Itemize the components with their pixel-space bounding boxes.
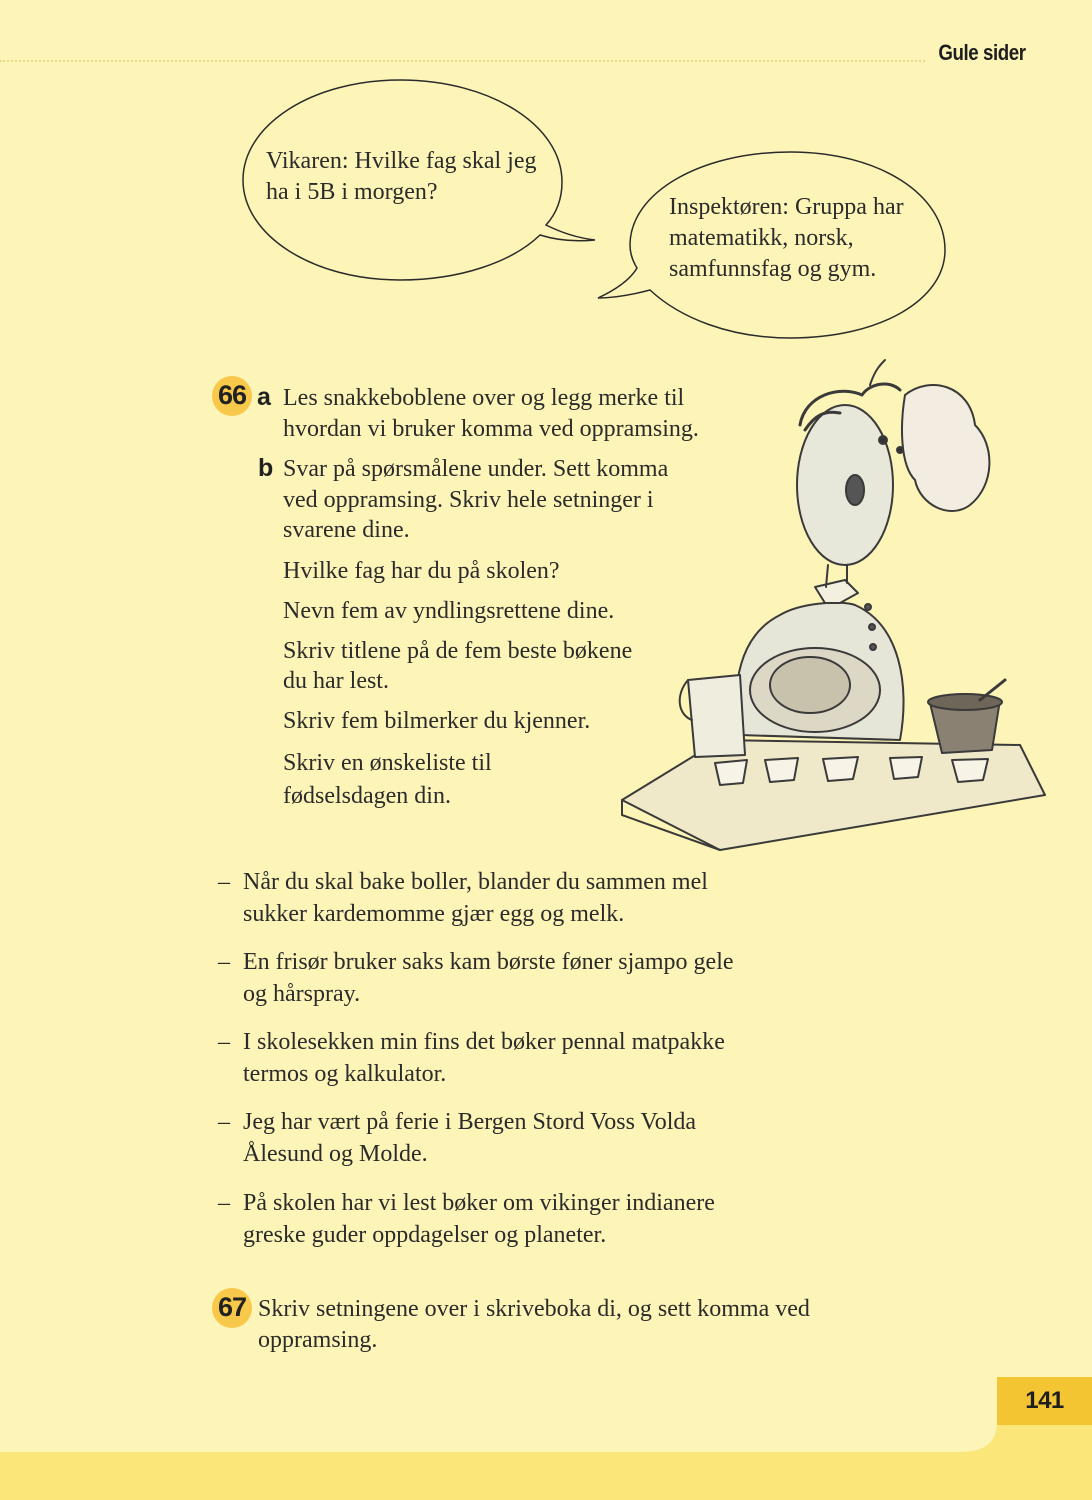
question-item-cont: du har lest. <box>283 668 389 694</box>
task-66-number <box>218 380 246 411</box>
task-66b-line3: svarene dine. <box>283 517 410 543</box>
question-item: Nevn fem av yndlingsrettene dine. <box>283 598 615 624</box>
task-66b-line1: Svar på spørsmålene under. Sett komma <box>283 456 669 482</box>
page-number: 141 <box>997 1377 1092 1425</box>
sentence-line1: Når du skal bake boller, blander du sammen mel <box>243 869 708 895</box>
sentence-line1: En frisør bruker saks kam børste føner sjampo gele <box>243 949 734 975</box>
question-item-cont: fødselsdagen din. <box>283 783 451 809</box>
sentence-line1: I skolesekken min fins det bøker pennal matpakke <box>243 1029 725 1055</box>
question-item: Hvilke fag har du på skolen? <box>283 558 560 584</box>
dash-marker: – <box>218 1109 230 1135</box>
task-67-number-text: 67 <box>218 1292 247 1322</box>
task-67-line1: Skriv setningene over i skriveboka di, og sett komma ved <box>258 1296 810 1322</box>
sentence-line2: Ålesund og Molde. <box>243 1141 428 1167</box>
dash-marker: – <box>218 1190 230 1216</box>
question-item: Skriv titlene på de fem beste bøkene <box>283 638 633 664</box>
task-66-number-text: 66 <box>218 380 247 410</box>
sentence-line2: og hårspray. <box>243 981 361 1007</box>
task-67-number <box>218 1292 246 1323</box>
task-66a-line2: hvordan vi bruker komma ved oppramsing. <box>283 416 699 442</box>
dash-marker: – <box>218 1029 230 1055</box>
task-66a-letter: a <box>257 383 271 411</box>
sentence-line2: termos og kalkulator. <box>243 1061 447 1087</box>
question-item: Skriv en ønskeliste til <box>283 750 492 776</box>
task-66b-letter: b <box>258 454 274 482</box>
task-66b-line2: ved oppramsing. Skriv hele setninger i <box>283 487 654 513</box>
dash-marker: – <box>218 869 230 895</box>
baker-illustration <box>600 355 1070 855</box>
sentence-line1: På skolen har vi lest bøker om vikinger indianere <box>243 1190 715 1216</box>
sentence-line2: sukker kardemomme gjær egg og melk. <box>243 901 625 927</box>
sentence-line1: Jeg har vært på ferie i Bergen Stord Voss Volda <box>243 1109 697 1135</box>
footer-band-shape <box>0 1382 1092 1500</box>
task-66a-line1: Les snakkeboblene over og legg merke til <box>283 385 685 411</box>
section-label: Gule sider <box>938 40 1026 65</box>
question-item: Skriv fem bilmerker du kjenner. <box>283 708 591 734</box>
dash-marker: – <box>218 949 230 975</box>
task-67-line2: oppramsing. <box>258 1327 378 1353</box>
bubble-vikaren-text: Vikaren: Hvilke fag skal jeg ha i 5B i morgen? <box>266 148 537 205</box>
sentence-line2: greske guder oppdagelser og planeter. <box>243 1222 607 1248</box>
bubble-inspektoren-text: Inspektøren: Gruppa har matematikk, norsk, samfunnsfag og gym. <box>669 194 904 282</box>
